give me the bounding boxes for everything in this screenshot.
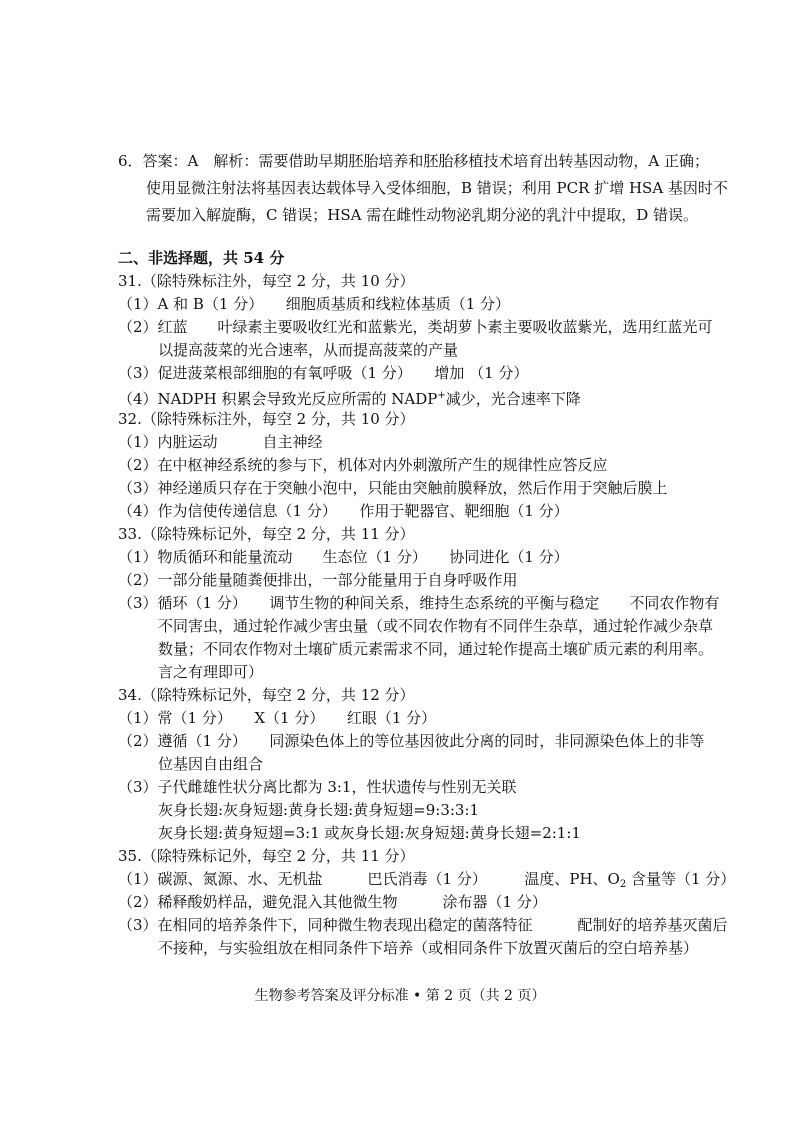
q31-answer-4 bbox=[118, 386, 581, 406]
q32-answer-2: （2）在中枢神经系统的参与下，机体对内外刺激所产生的规律性应答反应 bbox=[118, 456, 608, 474]
q31-header: 31.（除特殊标注外，每空 2 分，共 10 分） bbox=[118, 272, 415, 290]
q34-answer-2-line-1: （2）遵循（1 分） 同源染色体上的等位基因彼此分离的同时，非同源染色体上的非等 bbox=[118, 732, 705, 750]
q33-answer-3-line-4: 言之有理即可） bbox=[158, 663, 264, 681]
q34-answer-3-line-3: 灰身长翅:黄身短翅=3:1 或灰身长翅:灰身短翅:黄身长翅=2:1:1 bbox=[158, 824, 581, 842]
q33-answer-3-line-1: （3）循环（1 分） 调节生物的种间关系，维持生态系统的平衡与稳定 不同农作物有 bbox=[118, 594, 720, 612]
q35-answer-1-text: （1）碳源、氮源、水、无机盐 巴氏消毒（1 分） 温度、PH、O bbox=[118, 870, 620, 888]
q32-answer-1: （1）内脏运动 自主神经 bbox=[118, 433, 323, 451]
q35-answer-1-tail: 含量等（1 分） bbox=[626, 870, 736, 888]
subscript-2: 2 bbox=[619, 879, 627, 890]
q31-answer-2-line-2: 以提高菠菜的光合速率，从而提高菠菜的产量 bbox=[158, 341, 459, 359]
q34-answer-3-line-2: 灰身长翅:灰身短翅:黄身长翅:黄身短翅=9:3:3:1 bbox=[158, 801, 480, 819]
q32-answer-3: （3）神经递质只存在于突触小泡中，只能由突触前膜释放，然后作用于突触后膜上 bbox=[118, 479, 668, 497]
q31-answer-1: （1）A 和 B（1 分） 细胞质基质和线粒体基质（1 分） bbox=[118, 295, 511, 313]
q31-answer-4-text: （4）NADPH 积累会导致光反应所需的 NADP bbox=[118, 390, 438, 408]
q34-header: 34.（除特殊标记外，每空 2 分，共 12 分） bbox=[118, 686, 415, 704]
q34-answer-3-line-1: （3）子代雌雄性状分离比都为 3:1，性状遗传与性别无关联 bbox=[118, 778, 517, 796]
q33-answer-1: （1）物质循环和能量流动 生态位（1 分） 协同进化（1 分） bbox=[118, 548, 569, 566]
q33-answer-2: （2）一部分能量随粪便排出，一部分能量用于自身呼吸作用 bbox=[118, 571, 518, 589]
q6-line-1: 6．答案：A 解析：需要借助早期胚胎培养和胚胎移植技术培育出转基因动物，A 正确； bbox=[118, 152, 709, 170]
section-heading: 二、非选择题，共 54 分 bbox=[118, 249, 285, 267]
q33-header: 33.（除特殊标记外，每空 2 分，共 11 分） bbox=[118, 525, 415, 543]
q35-header: 35.（除特殊标记外，每空 2 分，共 11 分） bbox=[118, 847, 415, 865]
superscript-plus: + bbox=[437, 390, 446, 401]
q31-answer-4-tail: 减少，光合速率下降 bbox=[445, 390, 581, 408]
q35-answer-2: （2）稀释酸奶样品，避免混入其他微生物 涂布器（1 分） bbox=[118, 893, 547, 911]
q6-line-2: 使用显微注射法将基因表达载体导入受体细胞，B 错误；利用 PCR 扩增 HSA 基因时不 bbox=[146, 179, 728, 197]
q33-answer-3-line-2: 不同害虫，通过轮作减少害虫量（或不同农作物有不同伴生杂草，通过轮作减少杂草 bbox=[158, 617, 714, 635]
page-footer: 生物参考答案及评分标准 • 第 2 页（共 2 页） bbox=[254, 988, 546, 1004]
q6-line-3: 需要加入解旋酶，C 错误；HSA 需在雌性动物泌乳期分泌的乳汁中提取，D 错误。 bbox=[146, 206, 699, 224]
q32-header: 32.（除特殊标注外，每空 2 分，共 10 分） bbox=[118, 410, 415, 428]
q35-answer-3-line-2: 不接种，与实验组放在相同条件下培养（或相同条件下放置灭菌后的空白培养基） bbox=[158, 939, 699, 957]
q34-answer-2-line-2: 位基因自由组合 bbox=[158, 755, 264, 773]
q31-answer-3: （3）促进菠菜根部细胞的有氧呼吸（1 分） 增加 （1 分） bbox=[118, 364, 529, 382]
q33-answer-3-line-3: 数量；不同农作物对土壤矿质元素需求不同，通过轮作提高土壤矿质元素的利用率。 bbox=[158, 640, 714, 658]
q35-answer-3-line-1: （3）在相同的培养条件下，同种微生物表现出稳定的菌落特征 配制好的培养基灭菌后 bbox=[118, 916, 728, 934]
q34-answer-1: （1）常（1 分） X（1 分） 红眼（1 分） bbox=[118, 709, 437, 727]
q32-answer-4: （4）作为信使传递信息（1 分） 作用于靶器官、靶细胞（1 分） bbox=[118, 502, 569, 520]
q35-answer-1 bbox=[118, 869, 735, 889]
q31-answer-2-line-1: （2）红蓝 叶绿素主要吸收红光和蓝紫光，类胡萝卜素主要吸收蓝紫光，选用红蓝光可 bbox=[118, 318, 713, 336]
